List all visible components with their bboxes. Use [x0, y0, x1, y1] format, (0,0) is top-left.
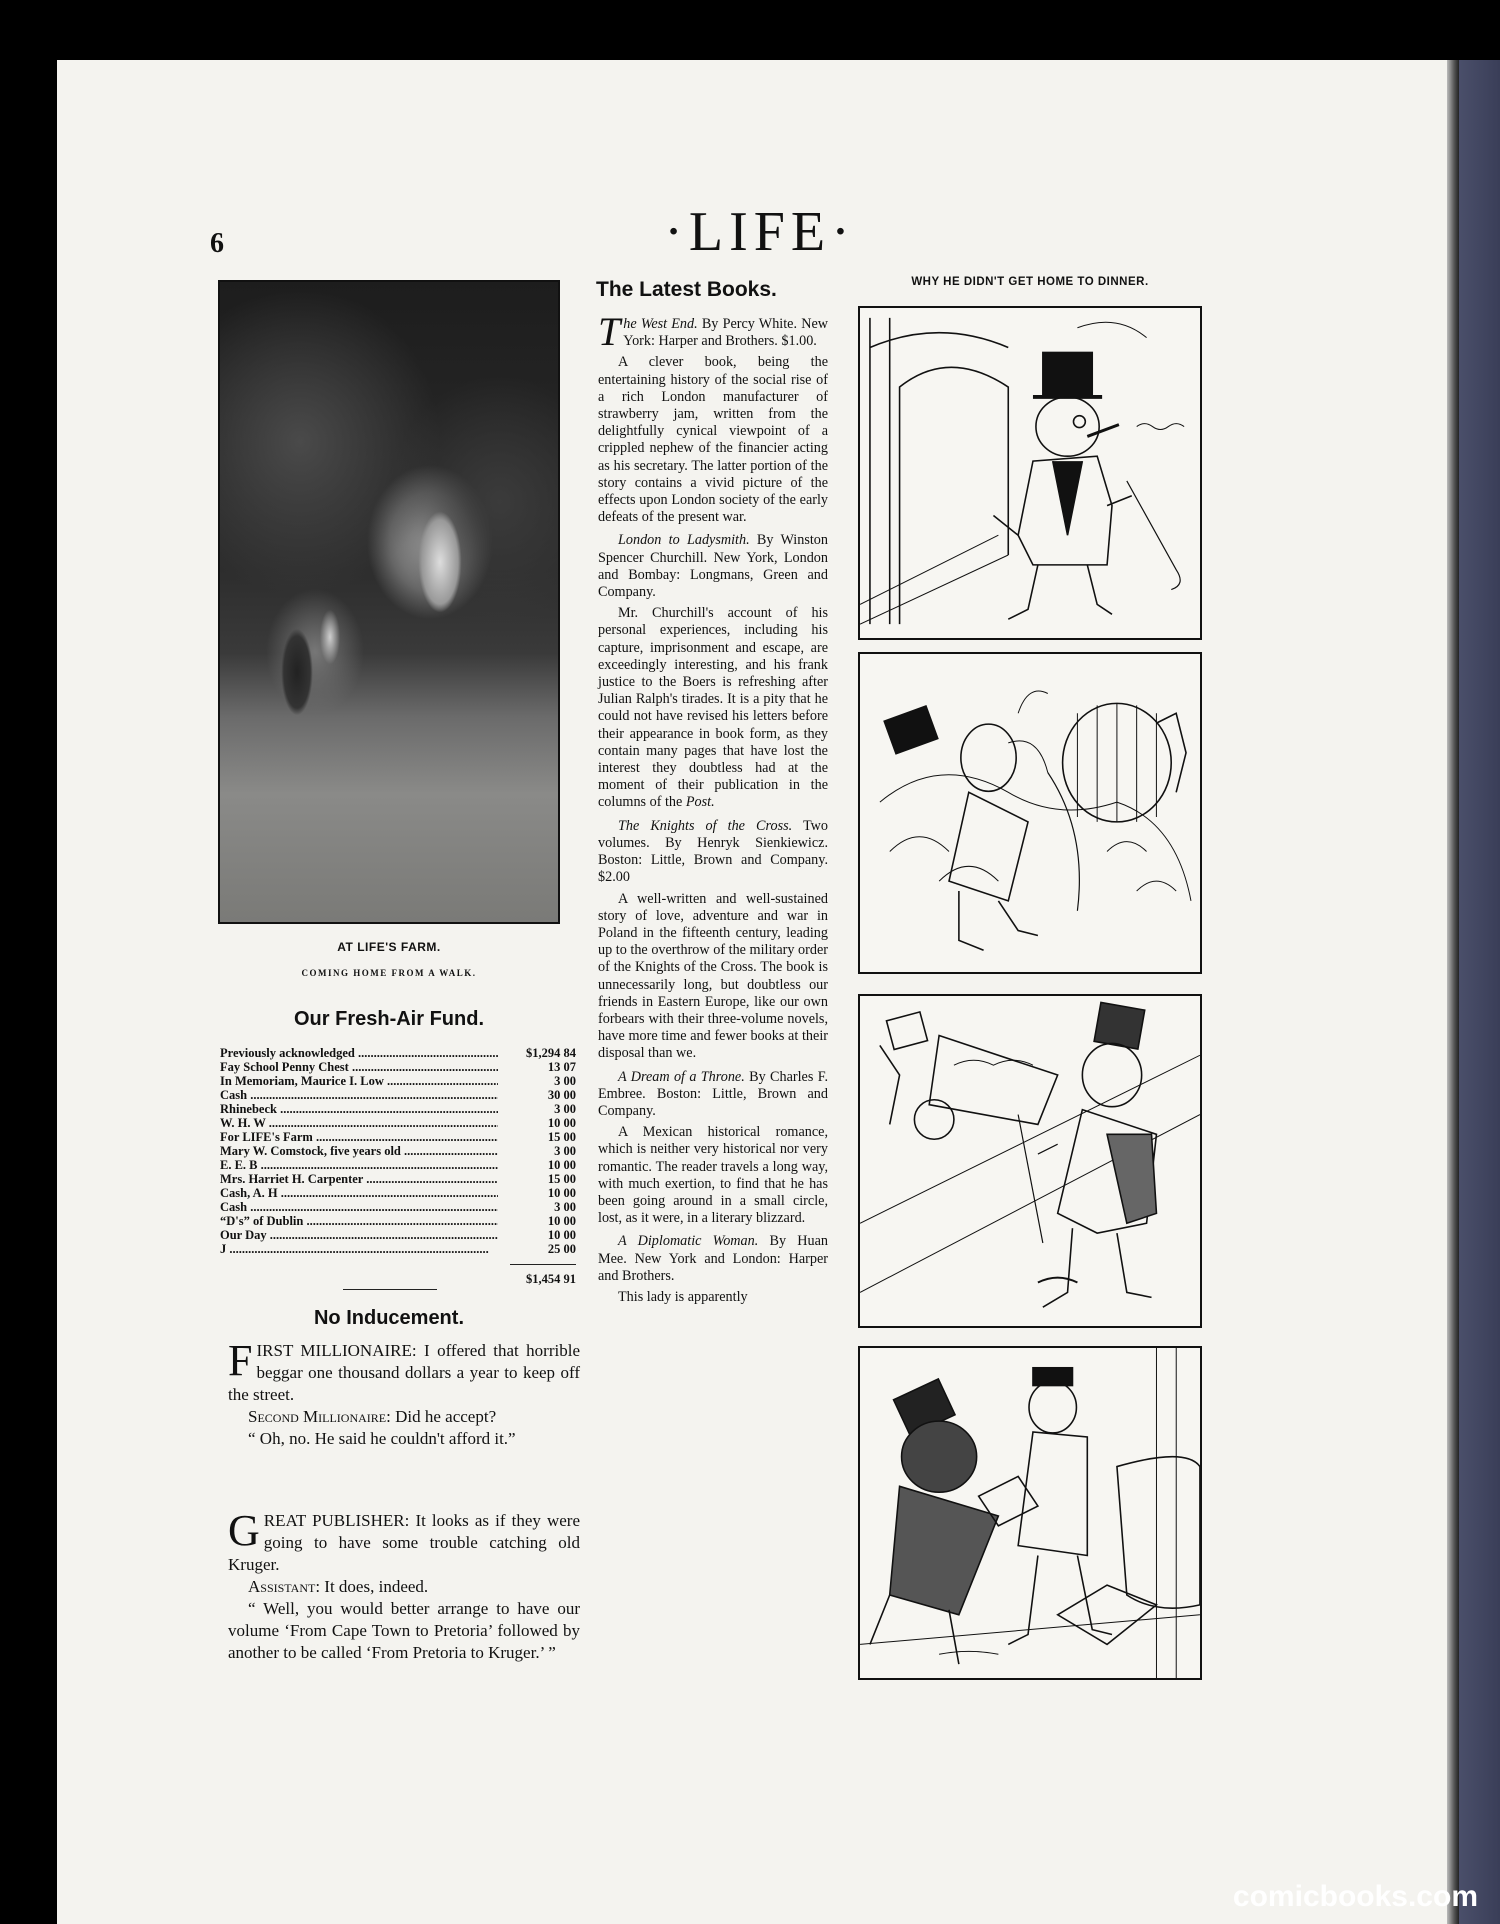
- photo-child-figure: [275, 602, 320, 732]
- dropcap-f: F: [228, 1336, 253, 1385]
- book-title: A Dream of a Throne.: [618, 1068, 745, 1085]
- fund-row: [220, 1088, 576, 1102]
- fund-amount: 15 00: [547, 1172, 576, 1186]
- book-review: [598, 605, 828, 811]
- book-imprint: By Percy White. New York: Harper and Brothers. $1.00.: [623, 316, 828, 350]
- fund-donor: Mrs. Harriet H. Carpenter .....: [220, 1172, 498, 1186]
- fund-donor: Cash .....: [220, 1088, 498, 1102]
- comic-panel-3: [858, 994, 1202, 1328]
- joke2-line3: “ Well, you would better arrange to have our volume ‘From Cape Town to Pretoria’ followed by another to be called ‘From Pretoria to Kruger.’ ”: [228, 1599, 580, 1662]
- fund-amount: 30 00: [547, 1088, 576, 1102]
- joke2-line1: REAT PUBLISHER: It looks as if they were going to have some trouble catching old Kruger.: [228, 1511, 580, 1574]
- fund-row: [220, 1102, 576, 1116]
- book-imprint: Two volumes. By Henryk Sienkiewicz. Boston: Little, Brown and Company. $2.00: [598, 817, 828, 886]
- fund-table: [220, 1046, 576, 1256]
- book-review-text: Mr. Churchill's account of his personal experiences, including his capture, imprisonment and escape, are exceedingly interesting, and his frank justice to the Boers is refreshing after Julian Ralph's tirades. It is a pity that he could not have revised his letters before their appearance in book form, as they contain many pages that have lost the interest they doubtless had at the moment of their publication in the columns of the: [598, 605, 828, 811]
- joke1-speaker2: Second Millionaire: [248, 1407, 387, 1426]
- fund-amount: 3 00: [554, 1200, 576, 1214]
- photo-adult-figure: [410, 482, 470, 632]
- book-title: he West End.: [623, 316, 698, 332]
- fund-total: $1,454 91: [526, 1272, 576, 1286]
- fund-row: [220, 1228, 576, 1242]
- fund-amount: 3 00: [554, 1144, 576, 1158]
- joke1-line3: “ Oh, no. He said he couldn't afford it.”: [248, 1429, 516, 1448]
- masthead: ·LIFE·: [664, 201, 856, 263]
- fund-row: [220, 1158, 576, 1172]
- book-imprint: By Huan Mee. New York and London: Harper and Brothers.: [598, 1233, 828, 1284]
- comic-panel-4: [858, 1346, 1202, 1680]
- book-title: A Diplomatic Woman.: [618, 1233, 759, 1250]
- book-imprint: By Winston Spencer Churchill. New York, London and Bombay: Longmans, Green and Company.: [598, 532, 828, 601]
- fund-row: [220, 1172, 576, 1186]
- photo-trees: [220, 282, 558, 634]
- book-review-tail: Post.: [685, 794, 715, 811]
- fund-row: [220, 1046, 576, 1060]
- fund-row: [220, 1130, 576, 1144]
- fund-row: [220, 1060, 576, 1074]
- fund-amount: 3 00: [554, 1074, 576, 1088]
- book-review: A well-written and well-sustained story of love, adventure and war in Poland in the fifteenth century, leading up to the overthrow of the military order of the Knights of the Cross. The book is unnecessarily long, but doubtless our friends in Eastern Europe, like our own forbears with their three-volume novels, have more time and fewer books at their disposal than we.: [598, 890, 828, 1062]
- comic-panel-1: [858, 306, 1202, 640]
- fund-donor: Cash .....: [220, 1200, 498, 1214]
- photo-small-child-figure: [315, 597, 345, 677]
- fund-row: [220, 1144, 576, 1158]
- fund-donor: For LIFE's Farm .....: [220, 1130, 498, 1144]
- panel-1-drawing: [860, 308, 1200, 638]
- fund-amount: 10 00: [547, 1158, 576, 1172]
- comic-title: WHY HE DIDN'T GET HOME TO DINNER.: [911, 276, 1149, 288]
- fund-row: [220, 1186, 576, 1200]
- fund-donor: Fay School Penny Chest .....: [220, 1060, 498, 1074]
- fund-donor: Mary W. Comstock, five years old .....: [220, 1144, 498, 1158]
- joke2-line2: : It does, indeed.: [315, 1577, 429, 1596]
- book-review: A Mexican historical romance, which is neither very historical nor very romantic. The reader travels a long way, with much exertion, to find that he has been going around in a small circle, lost, as it were, in a literary blizzard.: [598, 1124, 828, 1227]
- book-entry-west-end: [598, 309, 828, 354]
- fund-amount: $1,294 84: [526, 1046, 576, 1060]
- joke1-line1: IRST MILLIONAIRE: I offered that horrible beggar one thousand dollars a year to keep off the street.: [228, 1341, 580, 1404]
- panel-3-drawing: [860, 996, 1200, 1326]
- fund-amount: 15 00: [547, 1130, 576, 1144]
- fund-row: [220, 1242, 576, 1256]
- dropcap-g: G: [228, 1506, 260, 1555]
- fund-row: [220, 1200, 576, 1214]
- fund-donor: “D's” of Dublin .....: [220, 1214, 498, 1228]
- fund-total-rule: [510, 1264, 576, 1265]
- fund-row: [220, 1214, 576, 1228]
- book-entry-diplomatic-woman: [598, 1233, 828, 1285]
- fund-amount: 13 07: [547, 1060, 576, 1074]
- fund-amount: 10 00: [547, 1228, 576, 1242]
- fund-donor: In Memoriam, Maurice I. Low .....: [220, 1074, 498, 1088]
- dropcap-t: T: [598, 309, 621, 354]
- fund-donor: Rhinebeck .....: [220, 1102, 498, 1116]
- fund-donor: Cash, A. H .....: [220, 1186, 498, 1200]
- photo-subcaption: COMING HOME FROM A WALK.: [301, 968, 477, 978]
- book-review: A clever book, being the entertaining history of the social rise of a rich London manufacturer of strawberry jam, written from the delightfully cynical viewpoint of a crippled nephew of the financier acting as his secretary. The latter portion of the story contains a vivid picture of the effects upon London society of the early defeats of the present war.: [598, 354, 828, 526]
- watermark: comicbooks.com: [1232, 1880, 1478, 1913]
- fund-amount: 10 00: [547, 1214, 576, 1228]
- fund-donor: E. E. B .....: [220, 1158, 498, 1172]
- panel-2-drawing: [860, 654, 1200, 972]
- joke1-line2: : Did he accept?: [386, 1407, 497, 1426]
- fund-amount: 25 00: [547, 1242, 576, 1256]
- fund-amount: 3 00: [554, 1102, 576, 1116]
- joke-millionaire: [228, 1336, 580, 1450]
- fund-row: [220, 1116, 576, 1130]
- book-title: The Knights of the Cross.: [618, 817, 793, 834]
- comic-panel-2: [858, 652, 1202, 974]
- fund-donor: Our Day .....: [220, 1228, 498, 1242]
- photo-caption: AT LIFE'S FARM.: [337, 940, 441, 954]
- book-entry-ladysmith: [598, 532, 828, 601]
- inducement-heading: No Inducement.: [313, 1307, 464, 1329]
- book-title: London to Ladysmith.: [618, 532, 750, 549]
- book-reviews: [598, 310, 828, 1306]
- fund-donor: W. H. W .....: [220, 1116, 498, 1130]
- panel-4-drawing: [860, 1348, 1200, 1678]
- page-number: 6: [210, 228, 224, 259]
- book-entry-dream-throne: [598, 1069, 828, 1121]
- farm-photograph: [218, 280, 560, 924]
- book-review: This lady is apparently: [618, 1288, 748, 1305]
- fund-amount: 10 00: [547, 1186, 576, 1200]
- section-divider: [343, 1289, 437, 1290]
- cover-edge: [1459, 60, 1500, 1924]
- fund-amount: 10 00: [547, 1116, 576, 1130]
- fund-heading: Our Fresh-Air Fund.: [294, 1008, 484, 1030]
- joke-publisher: [228, 1506, 580, 1664]
- books-heading: The Latest Books.: [596, 278, 777, 301]
- book-entry-knights: [598, 818, 828, 887]
- book-imprint: By Charles F. Embree. Boston: Little, Brown and Company.: [598, 1068, 828, 1119]
- fund-donor: Previously acknowledged .....: [220, 1046, 498, 1060]
- joke2-speaker: Assistant: [248, 1577, 316, 1596]
- fund-donor: J .....: [220, 1242, 498, 1256]
- page-gutter-shadow: [1447, 60, 1459, 1924]
- fund-row: [220, 1074, 576, 1088]
